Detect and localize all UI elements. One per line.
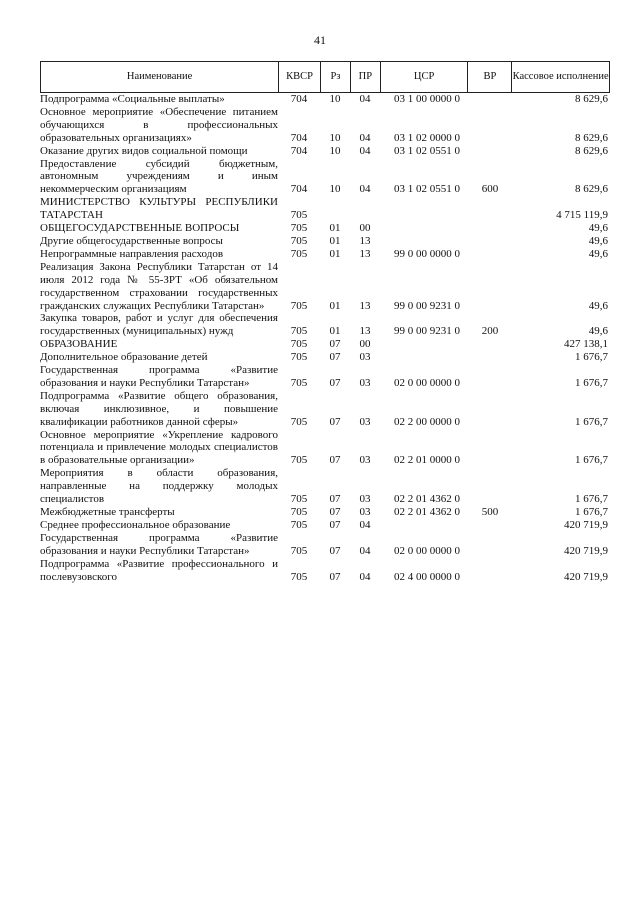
cell-rz: 07 xyxy=(329,518,341,531)
cell-kvsr: 705 xyxy=(290,325,308,338)
cell-sum: 420 719,9 xyxy=(564,544,608,557)
cell-name: Государственная программа «Развитие образования и науки Республики Татарстан» xyxy=(40,364,278,389)
cell-csr: 03 1 00 0000 0 xyxy=(394,93,460,105)
cell-sum: 49,6 xyxy=(588,234,608,247)
table-row xyxy=(40,312,610,338)
header-rz: Рз xyxy=(320,62,350,92)
cell-rz: 07 xyxy=(329,454,341,467)
cell-name: Основное мероприятие «Укрепление кадрового потенциала и привлечение молодых специалистов в образовательные организации» xyxy=(40,428,278,467)
cell-pr: 04 xyxy=(359,93,371,105)
cell-rz: 01 xyxy=(329,325,341,338)
cell-rz: 07 xyxy=(329,415,341,428)
cell-name: Подпрограмма «Развитие профессионального и послевузовского xyxy=(40,557,278,583)
cell-pr: 04 xyxy=(359,518,371,531)
table-row xyxy=(40,261,610,313)
cell-pr: 13 xyxy=(359,247,371,260)
cell-rz: 07 xyxy=(329,493,341,506)
table-row xyxy=(40,467,610,506)
cell-rz: 10 xyxy=(329,144,341,157)
cell-kvsr: 705 xyxy=(290,493,308,506)
cell-sum: 1 676,7 xyxy=(575,351,608,364)
cell-pr: 03 xyxy=(359,493,371,506)
cell-sum: 8 629,6 xyxy=(575,183,608,196)
cell-pr: 00 xyxy=(359,222,371,235)
header-pr: ПР xyxy=(350,62,380,92)
header-kvsr: КВСР xyxy=(278,62,320,92)
cell-rz: 01 xyxy=(329,222,341,235)
cell-vr: 600 xyxy=(481,183,499,196)
cell-name: Непрограммные направления расходов xyxy=(40,247,224,260)
cell-csr: 03 1 02 0551 0 xyxy=(394,183,460,196)
cell-sum: 8 629,6 xyxy=(575,131,608,144)
cell-kvsr: 705 xyxy=(290,518,308,531)
cell-name: Мероприятия в области образования, направленные на поддержку молодых специалистов xyxy=(40,467,278,506)
header-name: Наименование xyxy=(126,71,193,82)
cell-csr: 03 1 02 0551 0 xyxy=(394,144,460,157)
cell-csr: 99 0 00 9231 0 xyxy=(394,299,460,312)
cell-name: Основное мероприятие «Обеспечение питанием обучающихся в профессиональных образовательных организациях» xyxy=(40,105,278,144)
cell-rz: 01 xyxy=(329,247,341,260)
table-row xyxy=(40,506,610,519)
cell-rz: 07 xyxy=(329,351,341,364)
cell-csr: 99 0 00 0000 0 xyxy=(394,247,460,260)
cell-name: Межбюджетные трансферты xyxy=(40,506,175,518)
cell-kvsr: 705 xyxy=(290,299,308,312)
cell-name: Подпрограмма «Социальные выплаты» xyxy=(40,93,225,105)
cell-pr: 03 xyxy=(359,454,371,467)
cell-kvsr: 705 xyxy=(290,415,308,428)
table-row xyxy=(40,93,610,106)
table-header xyxy=(40,61,610,93)
cell-kvsr: 704 xyxy=(290,183,308,196)
cell-csr: 02 0 00 0000 0 xyxy=(394,376,460,389)
header-csr: ЦСР xyxy=(380,62,468,92)
cell-sum: 49,6 xyxy=(588,299,608,312)
cell-pr: 03 xyxy=(359,506,371,518)
cell-name: ОБРАЗОВАНИЕ xyxy=(40,338,118,351)
cell-kvsr: 705 xyxy=(290,454,308,467)
cell-csr: 99 0 00 9231 0 xyxy=(394,325,460,338)
cell-name: МИНИСТЕРСТВО КУЛЬТУРЫ РЕСПУБЛИКИ ТАТАРСТАН xyxy=(40,196,278,222)
cell-kvsr: 705 xyxy=(290,506,308,518)
cell-name: Предоставление субсидий бюджетным, автономным учреждениям и иным некоммерческим организациям xyxy=(40,157,278,196)
cell-sum: 8 629,6 xyxy=(575,93,608,105)
cell-pr: 04 xyxy=(359,544,371,557)
cell-kvsr: 704 xyxy=(290,93,308,105)
cell-rz: 10 xyxy=(329,131,341,144)
cell-name: Другие общегосударственные вопросы xyxy=(40,234,223,247)
cell-vr: 200 xyxy=(481,325,499,338)
cell-name: Оказание других видов социальной помощи xyxy=(40,144,248,157)
cell-pr: 13 xyxy=(359,234,371,247)
header-sum: Кассовое исполнение xyxy=(511,62,609,92)
page-number: 41 xyxy=(314,33,326,47)
table-row xyxy=(40,558,610,584)
cell-csr: 02 0 00 0000 0 xyxy=(394,544,460,557)
cell-vr: 500 xyxy=(481,506,499,518)
cell-rz: 10 xyxy=(329,93,341,105)
cell-sum: 49,6 xyxy=(588,222,608,235)
cell-name: Реализация Закона Республики Татарстан от 14 июля 2012 года № 55-ЗРТ «Об обязательном государственном страховании государственных гражданских служащих Республики Татарстан» xyxy=(40,260,278,312)
cell-kvsr: 705 xyxy=(290,247,308,260)
cell-rz: 07 xyxy=(329,544,341,557)
cell-sum: 8 629,6 xyxy=(575,144,608,157)
table-row xyxy=(40,158,610,197)
table-row xyxy=(40,364,610,390)
cell-sum: 420 719,9 xyxy=(564,518,608,531)
cell-pr: 04 xyxy=(359,183,371,196)
header-vr: ВР xyxy=(467,62,511,92)
cell-csr: 02 2 01 4362 0 xyxy=(394,506,460,518)
cell-sum: 4 715 119,9 xyxy=(556,209,608,222)
cell-kvsr: 705 xyxy=(290,351,308,364)
cell-name: Среднее профессиональное образование xyxy=(40,518,231,531)
table-row xyxy=(40,145,610,158)
cell-pr: 04 xyxy=(359,131,371,144)
cell-kvsr: 705 xyxy=(290,376,308,389)
cell-kvsr: 704 xyxy=(290,131,308,144)
cell-pr: 00 xyxy=(359,338,371,351)
table-row xyxy=(40,390,610,429)
cell-name: Государственная программа «Развитие образования и науки Республики Татарстан» xyxy=(40,531,278,557)
cell-sum: 420 719,9 xyxy=(564,570,608,583)
cell-pr: 03 xyxy=(359,376,371,389)
cell-rz: 01 xyxy=(329,234,341,247)
table-body xyxy=(40,93,610,583)
cell-sum: 1 676,7 xyxy=(575,415,608,428)
cell-pr: 03 xyxy=(359,415,371,428)
cell-kvsr: 705 xyxy=(290,544,308,557)
cell-csr: 02 2 01 0000 0 xyxy=(394,454,460,467)
cell-sum: 1 676,7 xyxy=(575,454,608,467)
table-row xyxy=(40,338,610,351)
cell-pr: 13 xyxy=(359,325,371,338)
cell-rz: 07 xyxy=(329,338,341,351)
table-row xyxy=(40,519,610,532)
cell-kvsr: 705 xyxy=(290,209,308,222)
table-row xyxy=(40,196,610,222)
table-row xyxy=(40,222,610,235)
cell-csr: 02 4 00 0000 0 xyxy=(394,570,460,583)
cell-pr: 13 xyxy=(359,299,371,312)
table-row xyxy=(40,351,610,364)
cell-kvsr: 705 xyxy=(290,222,308,235)
table-row xyxy=(40,248,610,261)
cell-kvsr: 705 xyxy=(290,338,308,351)
cell-sum: 49,6 xyxy=(588,325,608,338)
cell-rz: 07 xyxy=(329,570,341,583)
budget-table xyxy=(40,61,610,583)
cell-sum: 1 676,7 xyxy=(575,506,608,518)
cell-name: Закупка товаров, работ и услуг для обеспечения государственных (муниципальных) нужд xyxy=(40,312,278,338)
cell-kvsr: 705 xyxy=(290,234,308,247)
cell-rz: 01 xyxy=(329,299,341,312)
cell-csr: 02 2 00 0000 0 xyxy=(394,415,460,428)
cell-kvsr: 705 xyxy=(290,570,308,583)
cell-csr: 03 1 02 0000 0 xyxy=(394,131,460,144)
cell-name: Подпрограмма «Развитие общего образования, включая инклюзивное, и повышение квалификации работников данной сферы» xyxy=(40,389,278,428)
table-row xyxy=(40,235,610,248)
cell-name: Дополнительное образование детей xyxy=(40,351,208,364)
cell-sum: 1 676,7 xyxy=(575,376,608,389)
table-row xyxy=(40,532,610,558)
cell-rz: 07 xyxy=(329,506,341,518)
table-row xyxy=(40,106,610,145)
cell-pr: 04 xyxy=(359,144,371,157)
cell-pr: 03 xyxy=(359,351,371,364)
cell-kvsr: 704 xyxy=(290,144,308,157)
cell-csr: 02 2 01 4362 0 xyxy=(394,493,460,506)
table-row xyxy=(40,429,610,468)
cell-rz: 07 xyxy=(329,376,341,389)
cell-sum: 427 138,1 xyxy=(564,338,608,351)
cell-rz: 10 xyxy=(329,183,341,196)
cell-pr: 04 xyxy=(359,570,371,583)
cell-sum: 49,6 xyxy=(588,247,608,260)
cell-sum: 1 676,7 xyxy=(575,493,608,506)
cell-name: ОБЩЕГОСУДАРСТВЕННЫЕ ВОПРОСЫ xyxy=(40,222,240,235)
